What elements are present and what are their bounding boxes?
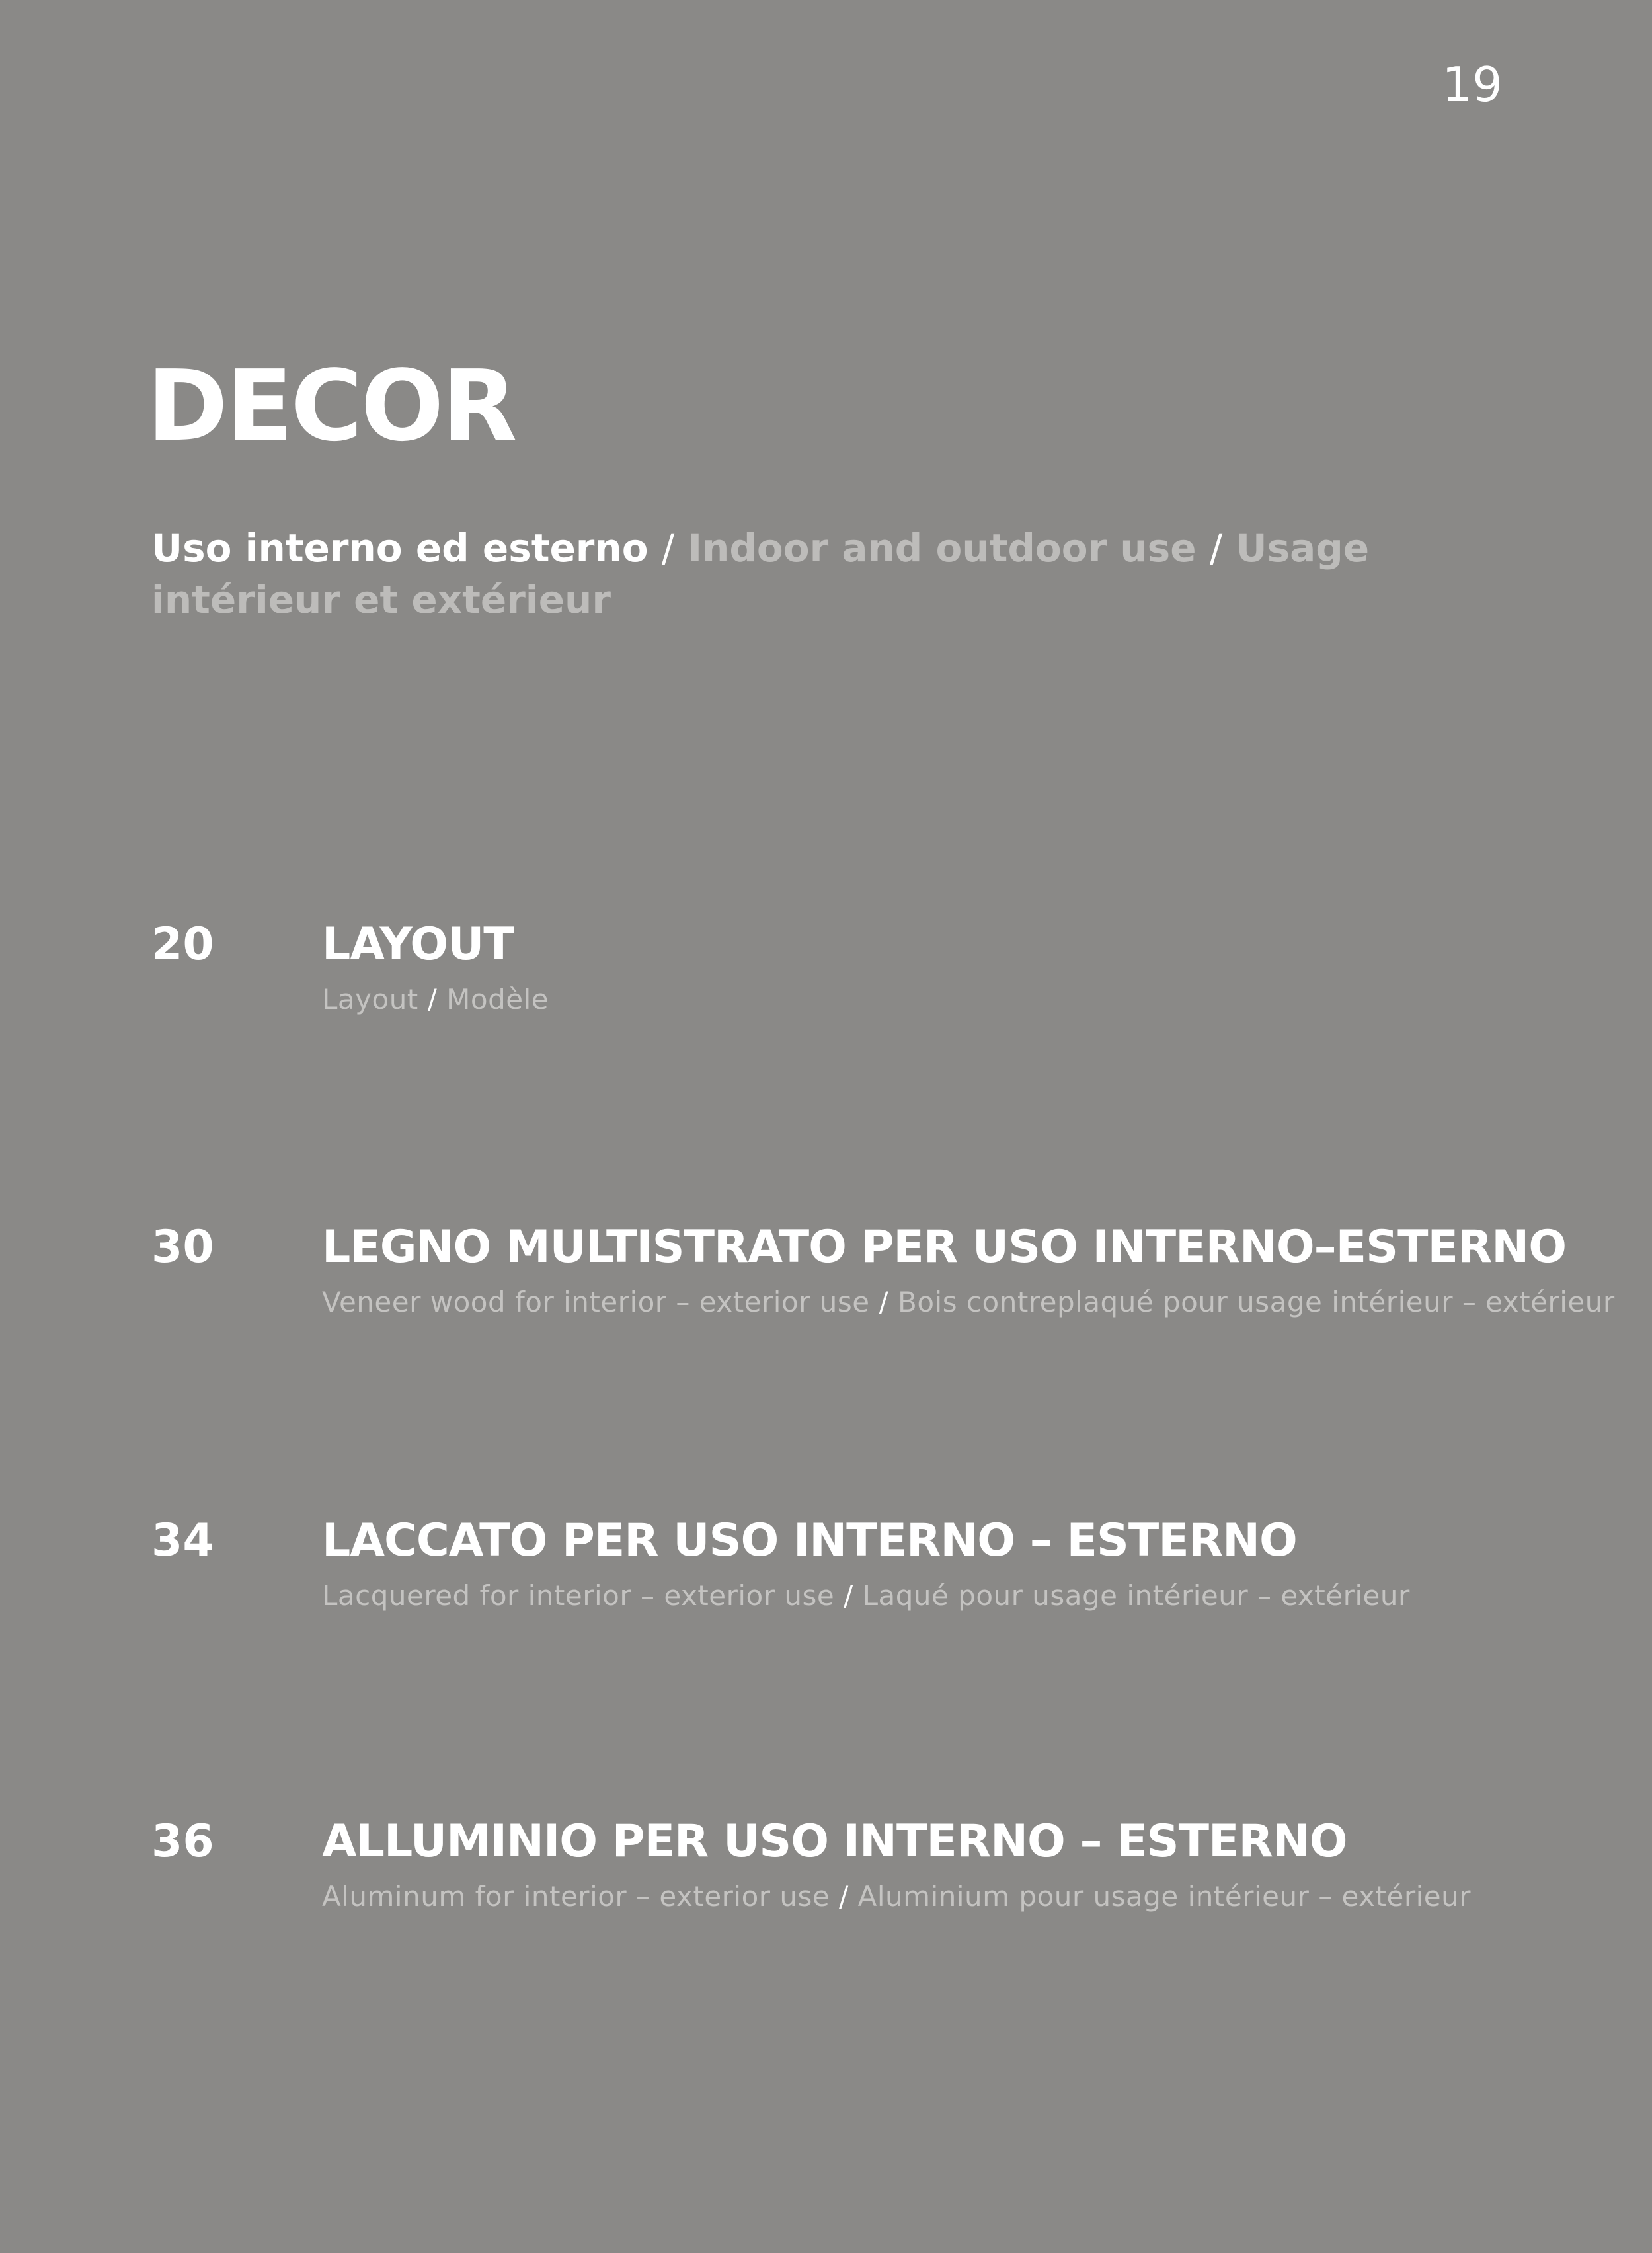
subtitle-separator: / xyxy=(661,526,675,571)
toc-desc-french: Bois contreplaqué pour usage intérieur – extérieur xyxy=(898,1286,1615,1318)
toc-page-number: 30 xyxy=(151,1221,214,1273)
subtitle-english: Indoor and outdoor use xyxy=(688,526,1197,571)
toc-title: LEGNO MULTISTRATO PER USO INTERNO–ESTERNO xyxy=(322,1221,1567,1273)
toc-description xyxy=(322,1288,1644,1316)
toc-text xyxy=(322,918,1644,1015)
toc-description xyxy=(322,1880,1644,1913)
toc-desc-separator: / xyxy=(844,1579,853,1612)
toc-title: ALLUMINIO PER USO INTERNO – ESTERNO xyxy=(322,1815,1347,1868)
toc-page-number: 36 xyxy=(151,1815,214,1868)
section-title: DECOR xyxy=(147,349,516,463)
toc-description xyxy=(322,983,1644,1015)
page-number: 19 xyxy=(1442,57,1503,112)
toc-page-number: 34 xyxy=(151,1515,214,1567)
toc-desc-separator: / xyxy=(879,1286,889,1318)
section-subtitle xyxy=(151,522,1540,625)
subtitle-separator: / xyxy=(1209,526,1223,571)
toc-desc-french: Laqué pour usage intérieur – extérieur xyxy=(862,1579,1410,1612)
subtitle-french: Usage intérieur et extérieur xyxy=(151,526,1370,622)
toc-desc-english: Veneer wood for interior – exterior use xyxy=(322,1286,870,1318)
toc-text xyxy=(322,1515,1644,1612)
subtitle-italian: Uso interno ed esterno xyxy=(151,526,649,571)
toc-desc-english: Lacquered for interior – exterior use xyxy=(322,1579,835,1612)
toc-description xyxy=(322,1579,1644,1612)
toc-desc-french: Modèle xyxy=(446,983,549,1015)
toc-desc-separator: / xyxy=(427,983,438,1015)
toc-text xyxy=(322,1815,1644,1913)
toc-desc-english: Aluminum for interior – exterior use xyxy=(322,1880,830,1913)
toc-title: LACCATO PER USO INTERNO – ESTERNO xyxy=(322,1515,1297,1567)
toc-desc-english: Layout xyxy=(322,983,418,1015)
toc-title: LAYOUT xyxy=(322,918,514,970)
toc-desc-french: Aluminium pour usage intérieur – extérieur xyxy=(857,1880,1471,1913)
toc-desc-separator: / xyxy=(839,1880,849,1913)
toc-text xyxy=(322,1221,1644,1318)
toc-page-number: 20 xyxy=(151,918,214,970)
